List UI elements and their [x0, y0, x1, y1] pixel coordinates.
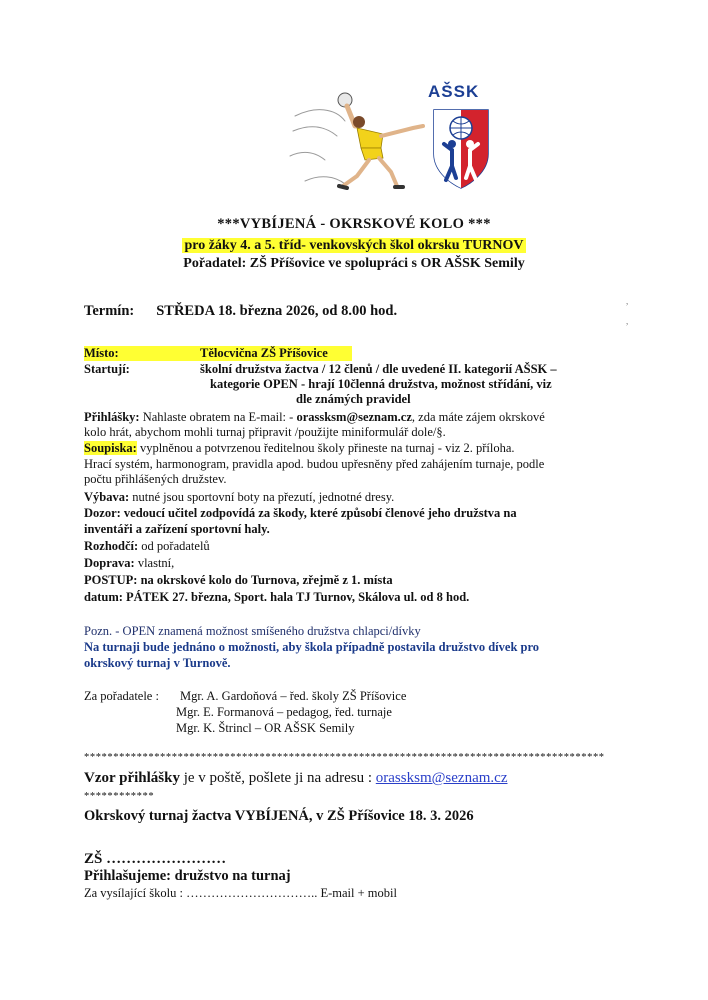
term-label: Termín: — [84, 303, 135, 319]
prihlasky-line-2: kolo hrát, abychom mohli turnaj připravit /použijte miniformulář dole/§. — [84, 425, 446, 439]
pozn-line: Pozn. - OPEN znamená možnost smíšeného družstva chlapci/dívky — [84, 624, 421, 638]
note-blue-line-2: okrskový turnaj v Turnově. — [84, 656, 231, 670]
prihlasky-line-1: Přihlášky: Nahlaste obratem na E-mail: - orassksm@seznam.cz, zda máte zájem okrskové — [84, 410, 545, 424]
datum-line: datum: PÁTEK 27. března, Sport. hala TJ Turnov, Skálova ul. od 8 hod. — [84, 590, 470, 604]
system-line-1: Hrací systém, harmonogram, pravidla apod. budou upřesněny před zahájením turnaje, podle — [84, 457, 545, 471]
soupiska-line: Soupiska: vyplněnou a potvrzenou ředitelnou školy přineste na turnaj - viz 2. příloha. — [84, 441, 515, 455]
misto-label: Místo: — [84, 346, 119, 360]
system-line-2: počtu přihlášených družstev. — [84, 472, 227, 486]
side-mark: , — [626, 296, 629, 306]
organizer-3: Mgr. K. Štrincl – OR AŠSK Semily — [176, 721, 355, 735]
rozhodci-line: Rozhodčí: od pořadatelů — [84, 539, 210, 553]
prihlasujeme-line: Přihlašujeme: družstvo na turnaj — [84, 868, 291, 884]
separator-stars: ***************************************************************************************** — [84, 752, 605, 763]
doprava-line: Doprava: vlastní, — [84, 556, 175, 570]
assk-emblem-icon — [430, 104, 492, 190]
misto-value: Tělocvična ZŠ Příšovice — [200, 346, 328, 360]
prihlasky-email[interactable]: orassksm@seznam.cz — [296, 410, 412, 424]
organizers-label: Za pořadatele : — [84, 689, 159, 703]
dozor-line-1: Dozor: vedoucí učitel zodpovídá za škody, které způsobí členové jeho družstva na — [84, 506, 517, 520]
startuji-line-1: školní družstva žactva / 12 členů / dle uvedené II. kategorií AŠSK – — [200, 362, 557, 376]
form-stars: ************ — [84, 791, 155, 802]
handball-player-illustration — [285, 86, 435, 196]
page-subtitle: pro žáky 4. a 5. tříd- venkovských škol okrsku TURNOV — [184, 238, 524, 253]
zs-field[interactable]: ZŠ …………………… — [84, 851, 227, 867]
startuji-label: Startují: — [84, 362, 130, 376]
term-line — [84, 304, 397, 319]
tournament-line: Okrskový turnaj žactva VYBÍJENÁ, v ZŠ Příšovice 18. 3. 2026 — [84, 808, 474, 824]
organizer-1: Mgr. A. Gardoňová – řed. školy ZŠ Příšovice — [180, 689, 407, 703]
assk-logo-text: AŠSK — [428, 82, 480, 101]
term-value: STŘEDA 18. března 2026, od 8.00 hod. — [156, 303, 398, 319]
postup-line: POSTUP: na okrskové kolo do Turnova, zřejmě z 1. místa — [84, 573, 393, 587]
organizer-line: Pořadatel: ZŠ Příšovice ve spolupráci s OR AŠSK Semily — [183, 256, 525, 271]
page-title: ***VYBÍJENÁ - OKRSKOVÉ KOLO *** — [217, 216, 491, 232]
startuji-line-3: dle známých pravidel — [296, 392, 411, 406]
vybava-line: Výbava: nutné jsou sportovní boty na přezutí, jednotné dresy. — [84, 490, 395, 504]
vzor-line: Vzor přihlášky je v poště, pošlete ji na adresu : orassksm@seznam.cz — [84, 770, 508, 786]
organizer-2: Mgr. E. Formanová – pedagog, řed. turnaje — [176, 705, 392, 719]
assk-logo — [418, 82, 508, 192]
side-mark-2: , — [626, 316, 629, 326]
vzor-email-link[interactable]: orassksm@seznam.cz — [375, 770, 508, 786]
note-blue-line-1: Na turnaji bude jednáno o možnosti, aby škola případně postavila družstvo dívek pro — [84, 640, 540, 654]
startuji-line-2: kategorie OPEN - hrají 10členná družstva, možnost střídání, viz — [210, 377, 552, 391]
vysilajici-line[interactable]: Za vysílající školu : ………………………….. E-mail + mobil — [84, 886, 397, 900]
dozor-line-2: inventáři a zařízení sportovní haly. — [84, 522, 270, 536]
